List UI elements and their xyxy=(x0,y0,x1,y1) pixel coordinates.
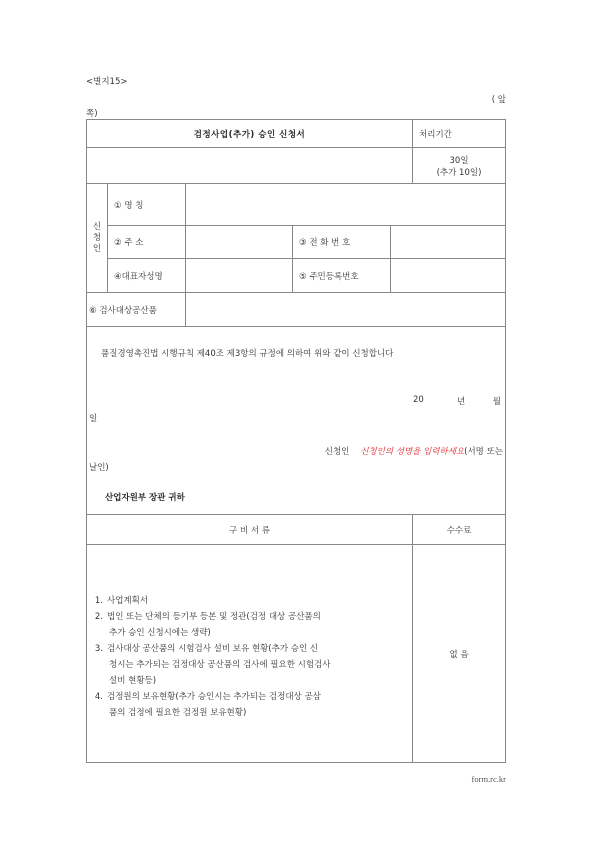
document-text: 사업계획서 xyxy=(107,596,149,606)
document-text: 설비 현황등) xyxy=(109,676,157,686)
resident-number-label: ⑤ 주민등록번호 xyxy=(293,259,391,293)
document-item xyxy=(87,641,387,657)
fee-header: 수수료 xyxy=(413,515,506,545)
processing-period-label: 처리기간 xyxy=(413,120,506,148)
documents-list xyxy=(87,593,387,721)
name-label: ① 명 칭 xyxy=(108,184,186,226)
recipient: 산업자원부 장관 귀하 xyxy=(105,493,185,503)
watermark: form.rc.kr xyxy=(471,774,506,784)
date-day: 일 xyxy=(89,414,98,424)
applicant-char: 인 xyxy=(92,243,102,254)
document-item xyxy=(87,673,387,689)
applicant-section-label xyxy=(87,184,108,293)
front-mark-bottom: 쪽) xyxy=(86,109,98,119)
document-number: 1. xyxy=(94,596,103,606)
processing-period-value-cell xyxy=(413,148,506,184)
form-title: 검정사업(추가) 승인 신청서 xyxy=(87,120,413,148)
address-label: ② 주 소 xyxy=(108,226,186,259)
document-item xyxy=(87,593,387,609)
representative-label: ④대표자성명 xyxy=(108,259,186,293)
fee-value: 없 음 xyxy=(413,545,506,763)
processing-period-value: 30일 xyxy=(449,155,469,166)
processing-period-extra: (추가 10일) xyxy=(436,167,482,178)
phone-field[interactable] xyxy=(391,226,506,259)
declaration-cell xyxy=(87,327,506,515)
date-month: 월 xyxy=(492,397,502,407)
document-item xyxy=(87,705,387,721)
applicant-name-input[interactable]: 신청인의 성명을 입력하세요 xyxy=(360,447,465,457)
applicant-char: 신 xyxy=(92,221,102,232)
applicant-line xyxy=(325,445,503,457)
name-field[interactable] xyxy=(186,184,506,226)
date-prefix: 20 xyxy=(413,395,424,405)
blank-header-cell xyxy=(87,148,413,184)
applicant-char: 청 xyxy=(92,232,102,243)
document-text: 법인 또는 단체의 등기부 등본 및 정관(검정 대상 공산품의 xyxy=(107,612,321,622)
documents-cell xyxy=(87,545,413,763)
phone-label: ③ 전 화 번 호 xyxy=(293,226,391,259)
docs-header: 구 비 서 류 xyxy=(87,515,413,545)
products-label: ⑥ 검사대상공산품 xyxy=(87,293,186,327)
sheet-label: <별지15> xyxy=(86,77,128,87)
document-number: 2. xyxy=(94,612,103,622)
document-item xyxy=(87,657,387,673)
document-text: 검사대상 공산품의 시험검사 설비 보유 현황(추가 승인 신 xyxy=(107,644,319,654)
document-number: 3. xyxy=(94,644,103,654)
document-text: 추가 승인 신청시에는 생략) xyxy=(109,628,211,638)
document-item xyxy=(87,609,387,625)
document-item xyxy=(87,689,387,705)
document-text: 품의 검정에 필요한 검정원 보유현황) xyxy=(109,708,247,718)
address-field[interactable] xyxy=(186,226,293,259)
representative-field[interactable] xyxy=(186,259,293,293)
declaration-statement: 품질경영촉진법 시행규칙 제40조 제3항의 규정에 의하여 위와 같이 신청합니다 xyxy=(101,349,394,359)
front-mark-top: ( 앞 xyxy=(491,95,506,105)
applicant-prefix: 신청인 xyxy=(324,447,350,457)
document-number: 4. xyxy=(94,692,103,702)
document-text: 청시는 추가되는 검정대상 공산품의 검사에 필요한 시험검사 xyxy=(109,660,331,670)
application-form xyxy=(86,119,506,763)
products-field[interactable] xyxy=(186,293,506,327)
date-year: 년 xyxy=(457,397,466,407)
applicant-suffix-tail: 날인) xyxy=(89,463,109,473)
document-item xyxy=(87,625,387,641)
applicant-suffix: (서명 또는 xyxy=(464,447,504,457)
resident-number-field[interactable] xyxy=(391,259,506,293)
document-text: 검정원의 보유현황(추가 승인시는 추가되는 검정대상 공삼 xyxy=(107,692,321,702)
